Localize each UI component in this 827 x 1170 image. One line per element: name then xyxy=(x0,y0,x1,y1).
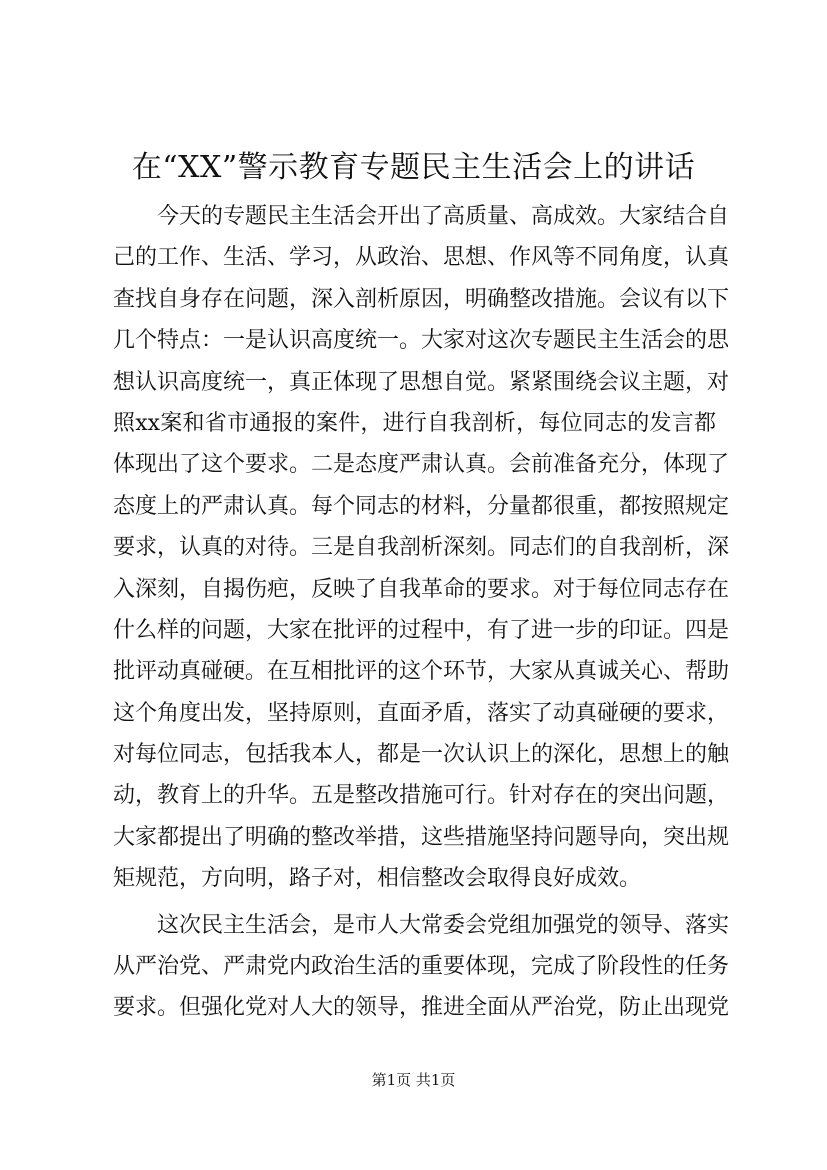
text-line: 动，教育上的升华。五是整改措施可行。针对存在的突出问题， xyxy=(113,783,730,809)
paragraph xyxy=(113,905,730,1029)
text-line: 什么样的问题，大家在批评的过程中，有了进一步的印证。四是 xyxy=(113,617,730,643)
text-line: 对每位同志，包括我本人，都是一次认识上的深化，思想上的触 xyxy=(113,742,730,768)
text-line: 入深刻，自揭伤疤，反映了自我革命的要求。对于每位同志存在 xyxy=(113,576,730,602)
text-line: 想认识高度统一，真正体现了思想自觉。紧紧围绕会议主题，对 xyxy=(113,369,730,395)
text-line: 大家都提出了明确的整改举措，这些措施坚持问题导向，突出规 xyxy=(113,824,730,850)
document-title: 在“XX”警示教育专题民主生活会上的讲话 xyxy=(131,150,696,185)
text-line: 查找自身存在问题，深入剖析原因，明确整改措施。会议有以下 xyxy=(113,286,730,312)
text-line: 批评动真碰硬。在互相批评的这个环节，大家从真诚关心、帮助 xyxy=(113,659,730,685)
page-number: 第1页 共1页 xyxy=(371,1071,456,1089)
document-body xyxy=(113,196,730,1029)
text-line: 要求，认真的对待。三是自我剖析深刻。同志们的自我剖析，深 xyxy=(113,535,730,561)
text-line: 矩规范，方向明，路子对，相信整改会取得良好成效。 xyxy=(113,866,642,892)
text-line: 体现出了这个要求。二是态度严肃认真。会前准备充分，体现了 xyxy=(113,452,730,478)
text-line: 几个特点：一是认识高度统一。大家对这次专题民主生活会的思 xyxy=(113,328,730,354)
text-line: 从严治党、严肃党内政治生活的重要体现，完成了阶段性的任务 xyxy=(113,954,730,980)
text-line: 今天的专题民主生活会开出了高质量、高成效。大家结合自 xyxy=(157,204,730,229)
text-line: 己的工作、生活、学习，从政治、思想、作风等不同角度，认真 xyxy=(113,245,730,271)
text-line: 态度上的严肃认真。每个同志的材料，分量都很重，都按照规定 xyxy=(113,493,730,519)
text-line: 这个角度出发，坚持原则，直面矛盾，落实了动真碰硬的要求， xyxy=(113,700,730,726)
text-line: 这次民主生活会，是市人大常委会党组加强党的领导、落实 xyxy=(157,912,730,938)
paragraph xyxy=(113,196,730,900)
text-line: 要求。但强化党对人大的领导，推进全面从严治党，防止出现党 xyxy=(113,995,730,1021)
text-line: 照xx案和省市通报的案件，进行自我剖析，每位同志的发言都 xyxy=(113,410,716,436)
